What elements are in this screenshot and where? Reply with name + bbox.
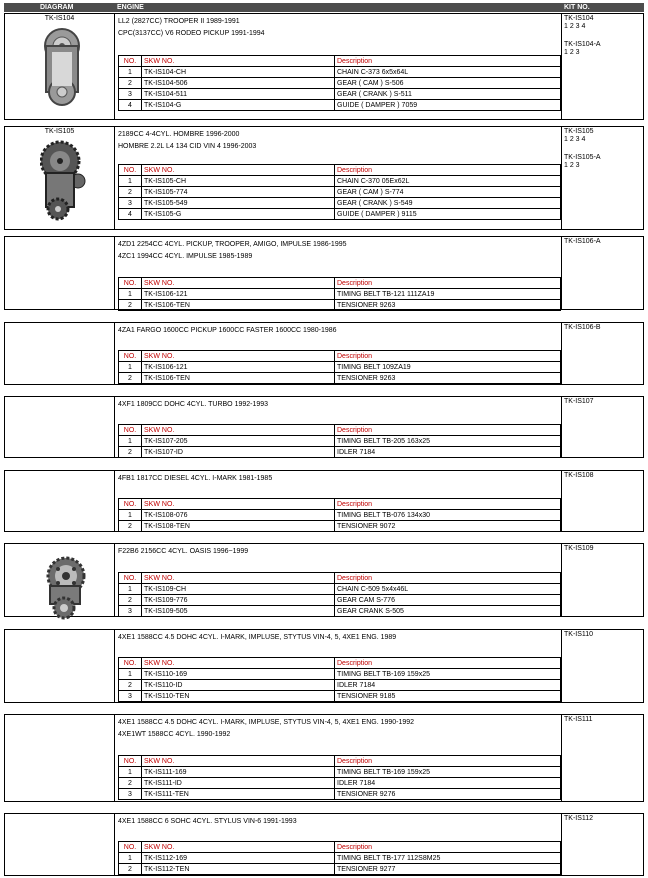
parts-table-header: [119, 573, 561, 584]
part-skw: TK-IS106-121: [142, 362, 335, 373]
table-row: [119, 187, 561, 198]
engine-text: 4XE1WT 1588CC 4CYL. 1990-1992: [118, 731, 231, 738]
col-skw: SKW NO.: [142, 842, 335, 853]
part-no: 2: [119, 447, 142, 458]
table-row: [119, 778, 561, 789]
col-skw: SKW NO.: [142, 56, 335, 67]
engine-text: F22B6 2156CC 4CYL. OASIS 1996~1999: [118, 548, 249, 555]
part-no: 1: [119, 669, 142, 680]
table-row: [119, 606, 561, 617]
part-desc: GEAR CAM S-776: [335, 595, 561, 606]
parts-table-header: [119, 56, 561, 67]
col-desc: Description: [335, 56, 561, 67]
col-skw: SKW NO.: [142, 756, 335, 767]
kit-number: TK-IS107: [564, 398, 594, 405]
part-no: 1: [119, 584, 142, 595]
col-desc: Description: [335, 499, 561, 510]
kit-cell: [561, 630, 643, 702]
diagram-cell: [5, 630, 115, 702]
part-desc: GUIDE ( DAMPER ) 7059: [335, 100, 561, 111]
col-no: NO.: [119, 499, 142, 510]
kit-cell: [561, 323, 643, 384]
part-no: 2: [119, 778, 142, 789]
col-no: NO.: [119, 56, 142, 67]
table-row: [119, 510, 561, 521]
kit-number: TK-IS109: [564, 545, 594, 552]
parts-table: [118, 572, 561, 617]
table-row: [119, 89, 561, 100]
part-no: 3: [119, 606, 142, 617]
part-desc: TIMING BELT TB-076 134x30: [335, 510, 561, 521]
part-skw: TK-IS108-076: [142, 510, 335, 521]
part-desc: CHAIN C-509 5x4x46L: [335, 584, 561, 595]
table-row: [119, 521, 561, 532]
parts-table: [118, 657, 561, 702]
col-skw: SKW NO.: [142, 351, 335, 362]
kit-block: [4, 543, 644, 617]
col-desc: Description: [335, 351, 561, 362]
col-desc: Description: [335, 278, 561, 289]
table-row: [119, 691, 561, 702]
kit-block: [4, 126, 644, 230]
part-skw: TK-IS107-205: [142, 436, 335, 447]
kit-number: TK-IS105: [564, 128, 594, 135]
part-no: 1: [119, 436, 142, 447]
engine-text: 4FB1 1817CC DIESEL 4CYL. I-MARK 1981-1985: [118, 475, 273, 482]
diagram-cell: [5, 323, 115, 384]
part-skw: TK-IS111-TEN: [142, 789, 335, 800]
part-skw: TK-IS107-ID: [142, 447, 335, 458]
col-desc: Description: [335, 756, 561, 767]
kit-number: 1 2 3: [564, 162, 580, 169]
part-desc: TIMING BELT 109ZA19: [335, 362, 561, 373]
part-desc: TIMING BELT TB-177 112S8M25: [335, 853, 561, 864]
part-skw: TK-IS105-CH: [142, 176, 335, 187]
part-no: 2: [119, 680, 142, 691]
part-skw: TK-IS109-505: [142, 606, 335, 617]
kit-number: TK-IS104-A: [564, 41, 601, 48]
part-desc: TENSIONER 9263: [335, 373, 561, 384]
part-desc: TIMING BELT TB-169 159x25: [335, 669, 561, 680]
col-skw: SKW NO.: [142, 658, 335, 669]
part-skw: TK-IS112-169: [142, 853, 335, 864]
header-diagram: DIAGRAM: [40, 4, 74, 11]
part-skw: TK-IS111-ID: [142, 778, 335, 789]
part-desc: CHAIN C-370 05Ex62L: [335, 176, 561, 187]
part-no: 4: [119, 100, 142, 111]
col-no: NO.: [119, 842, 142, 853]
table-row: [119, 198, 561, 209]
parts-table: [118, 277, 561, 311]
col-desc: Description: [335, 842, 561, 853]
table-row: [119, 436, 561, 447]
table-row: [119, 209, 561, 220]
kit-block: [4, 322, 644, 385]
part-skw: TK-IS105-G: [142, 209, 335, 220]
table-row: [119, 176, 561, 187]
diagram-cell: [5, 715, 115, 801]
part-skw: TK-IS104-511: [142, 89, 335, 100]
col-desc: Description: [335, 573, 561, 584]
part-no: 1: [119, 67, 142, 78]
engine-text: 4XE1 1588CC 6 SOHC 4CYL. STYLUS VIN-6 1991-1993: [118, 818, 297, 825]
part-skw: TK-IS109-CH: [142, 584, 335, 595]
parts-table-header: [119, 756, 561, 767]
parts-table-header: [119, 842, 561, 853]
part-no: 2: [119, 187, 142, 198]
kit-cell: [561, 715, 643, 801]
engine-text: LL2 (2827CC) TROOPER II 1989-1991: [118, 18, 240, 25]
sprocket-assembly-icon: [40, 139, 88, 223]
part-no: 1: [119, 853, 142, 864]
kit-number: TK-IS110: [564, 631, 594, 638]
part-desc: IDLER 7184: [335, 447, 561, 458]
kit-number: 1 2 3 4: [564, 23, 586, 30]
part-desc: TENSIONER 9277: [335, 864, 561, 875]
col-no: NO.: [119, 756, 142, 767]
parts-table-header: [119, 658, 561, 669]
kit-number: TK-IS108: [564, 472, 594, 479]
kit-number: TK-IS111: [564, 716, 593, 723]
engine-text: 4ZD1 2254CC 4CYL. PICKUP, TROOPER, AMIGO, IMPULSE 1986-1995: [118, 241, 347, 248]
part-no: 3: [119, 89, 142, 100]
part-desc: GEAR ( CRANK ) S-511: [335, 89, 561, 100]
part-desc: IDLER 7184: [335, 680, 561, 691]
part-skw: TK-IS104-CH: [142, 67, 335, 78]
diagram-cell: [5, 814, 115, 875]
col-no: NO.: [119, 351, 142, 362]
diagram-cell: [5, 14, 115, 119]
parts-table-header: [119, 351, 561, 362]
table-row: [119, 373, 561, 384]
part-skw: TK-IS106-121: [142, 289, 335, 300]
kit-cell: [561, 544, 643, 616]
engine-text: CPC(3137CC) V6 RODEO PICKUP 1991-1994: [118, 30, 265, 37]
col-skw: SKW NO.: [142, 425, 335, 436]
part-skw: TK-IS104-506: [142, 78, 335, 89]
engine-text: 4XF1 1809CC DOHC 4CYL. TURBO 1992-1993: [118, 401, 269, 408]
engine-text: 4ZC1 1994CC 4CYL. IMPULSE 1985-1989: [118, 253, 253, 260]
diagram-cell: [5, 127, 115, 229]
parts-table: [118, 841, 561, 875]
part-skw: TK-IS111-169: [142, 767, 335, 778]
engine-text: 4XE1 1588CC 4.5 DOHC 4CYL. I-MARK, IMPLUSE, STYTUS VIN-4, 5, 4XE1 ENG. 1990-1992: [118, 719, 415, 726]
timing-chain-icon: [40, 26, 84, 110]
parts-table: [118, 55, 561, 111]
part-skw: TK-IS106-TEN: [142, 373, 335, 384]
part-no: 3: [119, 198, 142, 209]
part-skw: TK-IS105-549: [142, 198, 335, 209]
kit-cell: [561, 14, 643, 119]
table-row: [119, 100, 561, 111]
column-header-bar: [4, 3, 644, 12]
diagram-label: TK-IS104: [44, 15, 75, 22]
table-row: [119, 669, 561, 680]
part-desc: TIMING BELT TB-121 111ZA19: [335, 289, 561, 300]
part-desc: TENSIONER 9072: [335, 521, 561, 532]
col-no: NO.: [119, 425, 142, 436]
kit-number: 1 2 3: [564, 49, 580, 56]
engine-text: 4ZA1 FARGO 1600CC PICKUP 1600CC FASTER 1600CC 1980-1986: [118, 327, 337, 334]
table-row: [119, 78, 561, 89]
part-skw: TK-IS110-TEN: [142, 691, 335, 702]
col-no: NO.: [119, 573, 142, 584]
part-desc: GEAR ( CAM ) S-506: [335, 78, 561, 89]
table-row: [119, 584, 561, 595]
engine-text: 2189CC 4-4CYL. HOMBRE 1996-2000: [118, 131, 240, 138]
part-skw: TK-IS105-774: [142, 187, 335, 198]
engine-text: HOMBRE 2.2L L4 134 CID VIN 4 1996-2003: [118, 143, 257, 150]
kit-block: [4, 714, 644, 802]
part-desc: GEAR ( CAM ) S-774: [335, 187, 561, 198]
part-no: 1: [119, 767, 142, 778]
table-row: [119, 853, 561, 864]
kit-number: TK-IS105-A: [564, 154, 601, 161]
part-desc: GEAR CRANK S-505: [335, 606, 561, 617]
part-desc: IDLER 7184: [335, 778, 561, 789]
engine-text: 4XE1 1588CC 4.5 DOHC 4CYL. I-MARK, IMPLUSE, STYTUS VIN-4, 5, 4XE1 ENG. 1989: [118, 634, 397, 641]
kit-cell: [561, 237, 643, 309]
table-row: [119, 300, 561, 311]
diagram-cell: [5, 237, 115, 309]
diagram-cell: [5, 544, 115, 616]
part-skw: TK-IS112-TEN: [142, 864, 335, 875]
kit-block: [4, 396, 644, 458]
col-no: NO.: [119, 658, 142, 669]
part-desc: TIMING BELT TB-169 159x25: [335, 767, 561, 778]
part-no: 2: [119, 864, 142, 875]
part-no: 2: [119, 300, 142, 311]
parts-table: [118, 755, 561, 800]
kit-cell: [561, 814, 643, 875]
col-skw: SKW NO.: [142, 278, 335, 289]
kit-block: [4, 470, 644, 532]
parts-table: [118, 350, 561, 384]
kit-number: TK-IS106-A: [564, 238, 601, 245]
col-skw: SKW NO.: [142, 499, 335, 510]
diagram-label: TK-IS105: [44, 128, 75, 135]
part-no: 1: [119, 362, 142, 373]
part-desc: TENSIONER 9276: [335, 789, 561, 800]
table-row: [119, 767, 561, 778]
kit-cell: [561, 397, 643, 457]
part-no: 1: [119, 289, 142, 300]
col-desc: Description: [335, 425, 561, 436]
kit-number: TK-IS106-B: [564, 324, 601, 331]
col-skw: SKW NO.: [142, 165, 335, 176]
parts-table-header: [119, 278, 561, 289]
gear-chain-icon: [40, 556, 88, 620]
part-no: 2: [119, 521, 142, 532]
col-desc: Description: [335, 658, 561, 669]
col-skw: SKW NO.: [142, 573, 335, 584]
part-no: 1: [119, 176, 142, 187]
parts-table: [118, 164, 561, 220]
kit-block: [4, 629, 644, 703]
part-desc: TENSIONER 9185: [335, 691, 561, 702]
parts-table: [118, 498, 561, 532]
part-no: 1: [119, 510, 142, 521]
kit-number: TK-IS112: [564, 815, 594, 822]
part-no: 4: [119, 209, 142, 220]
part-desc: GUIDE ( DAMPER ) 9115: [335, 209, 561, 220]
kit-cell: [561, 471, 643, 531]
col-no: NO.: [119, 278, 142, 289]
header-engine: ENGINE: [117, 4, 144, 11]
parts-table-header: [119, 499, 561, 510]
table-row: [119, 362, 561, 373]
part-desc: CHAIN C-373 6x5x64L: [335, 67, 561, 78]
part-no: 2: [119, 373, 142, 384]
col-no: NO.: [119, 165, 142, 176]
table-row: [119, 789, 561, 800]
parts-table: [118, 424, 561, 458]
diagram-cell: [5, 397, 115, 457]
part-no: 2: [119, 78, 142, 89]
col-desc: Description: [335, 165, 561, 176]
kit-block: [4, 13, 644, 120]
table-row: [119, 447, 561, 458]
kit-cell: [561, 127, 643, 229]
diagram-cell: [5, 471, 115, 531]
table-row: [119, 67, 561, 78]
kit-number: TK-IS104: [564, 15, 594, 22]
part-skw: TK-IS106-TEN: [142, 300, 335, 311]
part-desc: TENSIONER 9263: [335, 300, 561, 311]
kit-block: [4, 236, 644, 310]
part-no: 3: [119, 691, 142, 702]
part-skw: TK-IS109-776: [142, 595, 335, 606]
table-row: [119, 289, 561, 300]
parts-table-header: [119, 425, 561, 436]
part-skw: TK-IS110-169: [142, 669, 335, 680]
part-skw: TK-IS104-G: [142, 100, 335, 111]
part-no: 3: [119, 789, 142, 800]
kit-block: [4, 813, 644, 876]
kit-number: 1 2 3 4: [564, 136, 586, 143]
part-desc: GEAR ( CRANK ) S-549: [335, 198, 561, 209]
table-row: [119, 595, 561, 606]
parts-table-header: [119, 165, 561, 176]
table-row: [119, 680, 561, 691]
table-row: [119, 864, 561, 875]
part-desc: TIMING BELT TB-205 163x25: [335, 436, 561, 447]
part-skw: TK-IS110-ID: [142, 680, 335, 691]
part-skw: TK-IS108-TEN: [142, 521, 335, 532]
header-kit-no: KIT NO.: [564, 4, 590, 11]
part-no: 2: [119, 595, 142, 606]
